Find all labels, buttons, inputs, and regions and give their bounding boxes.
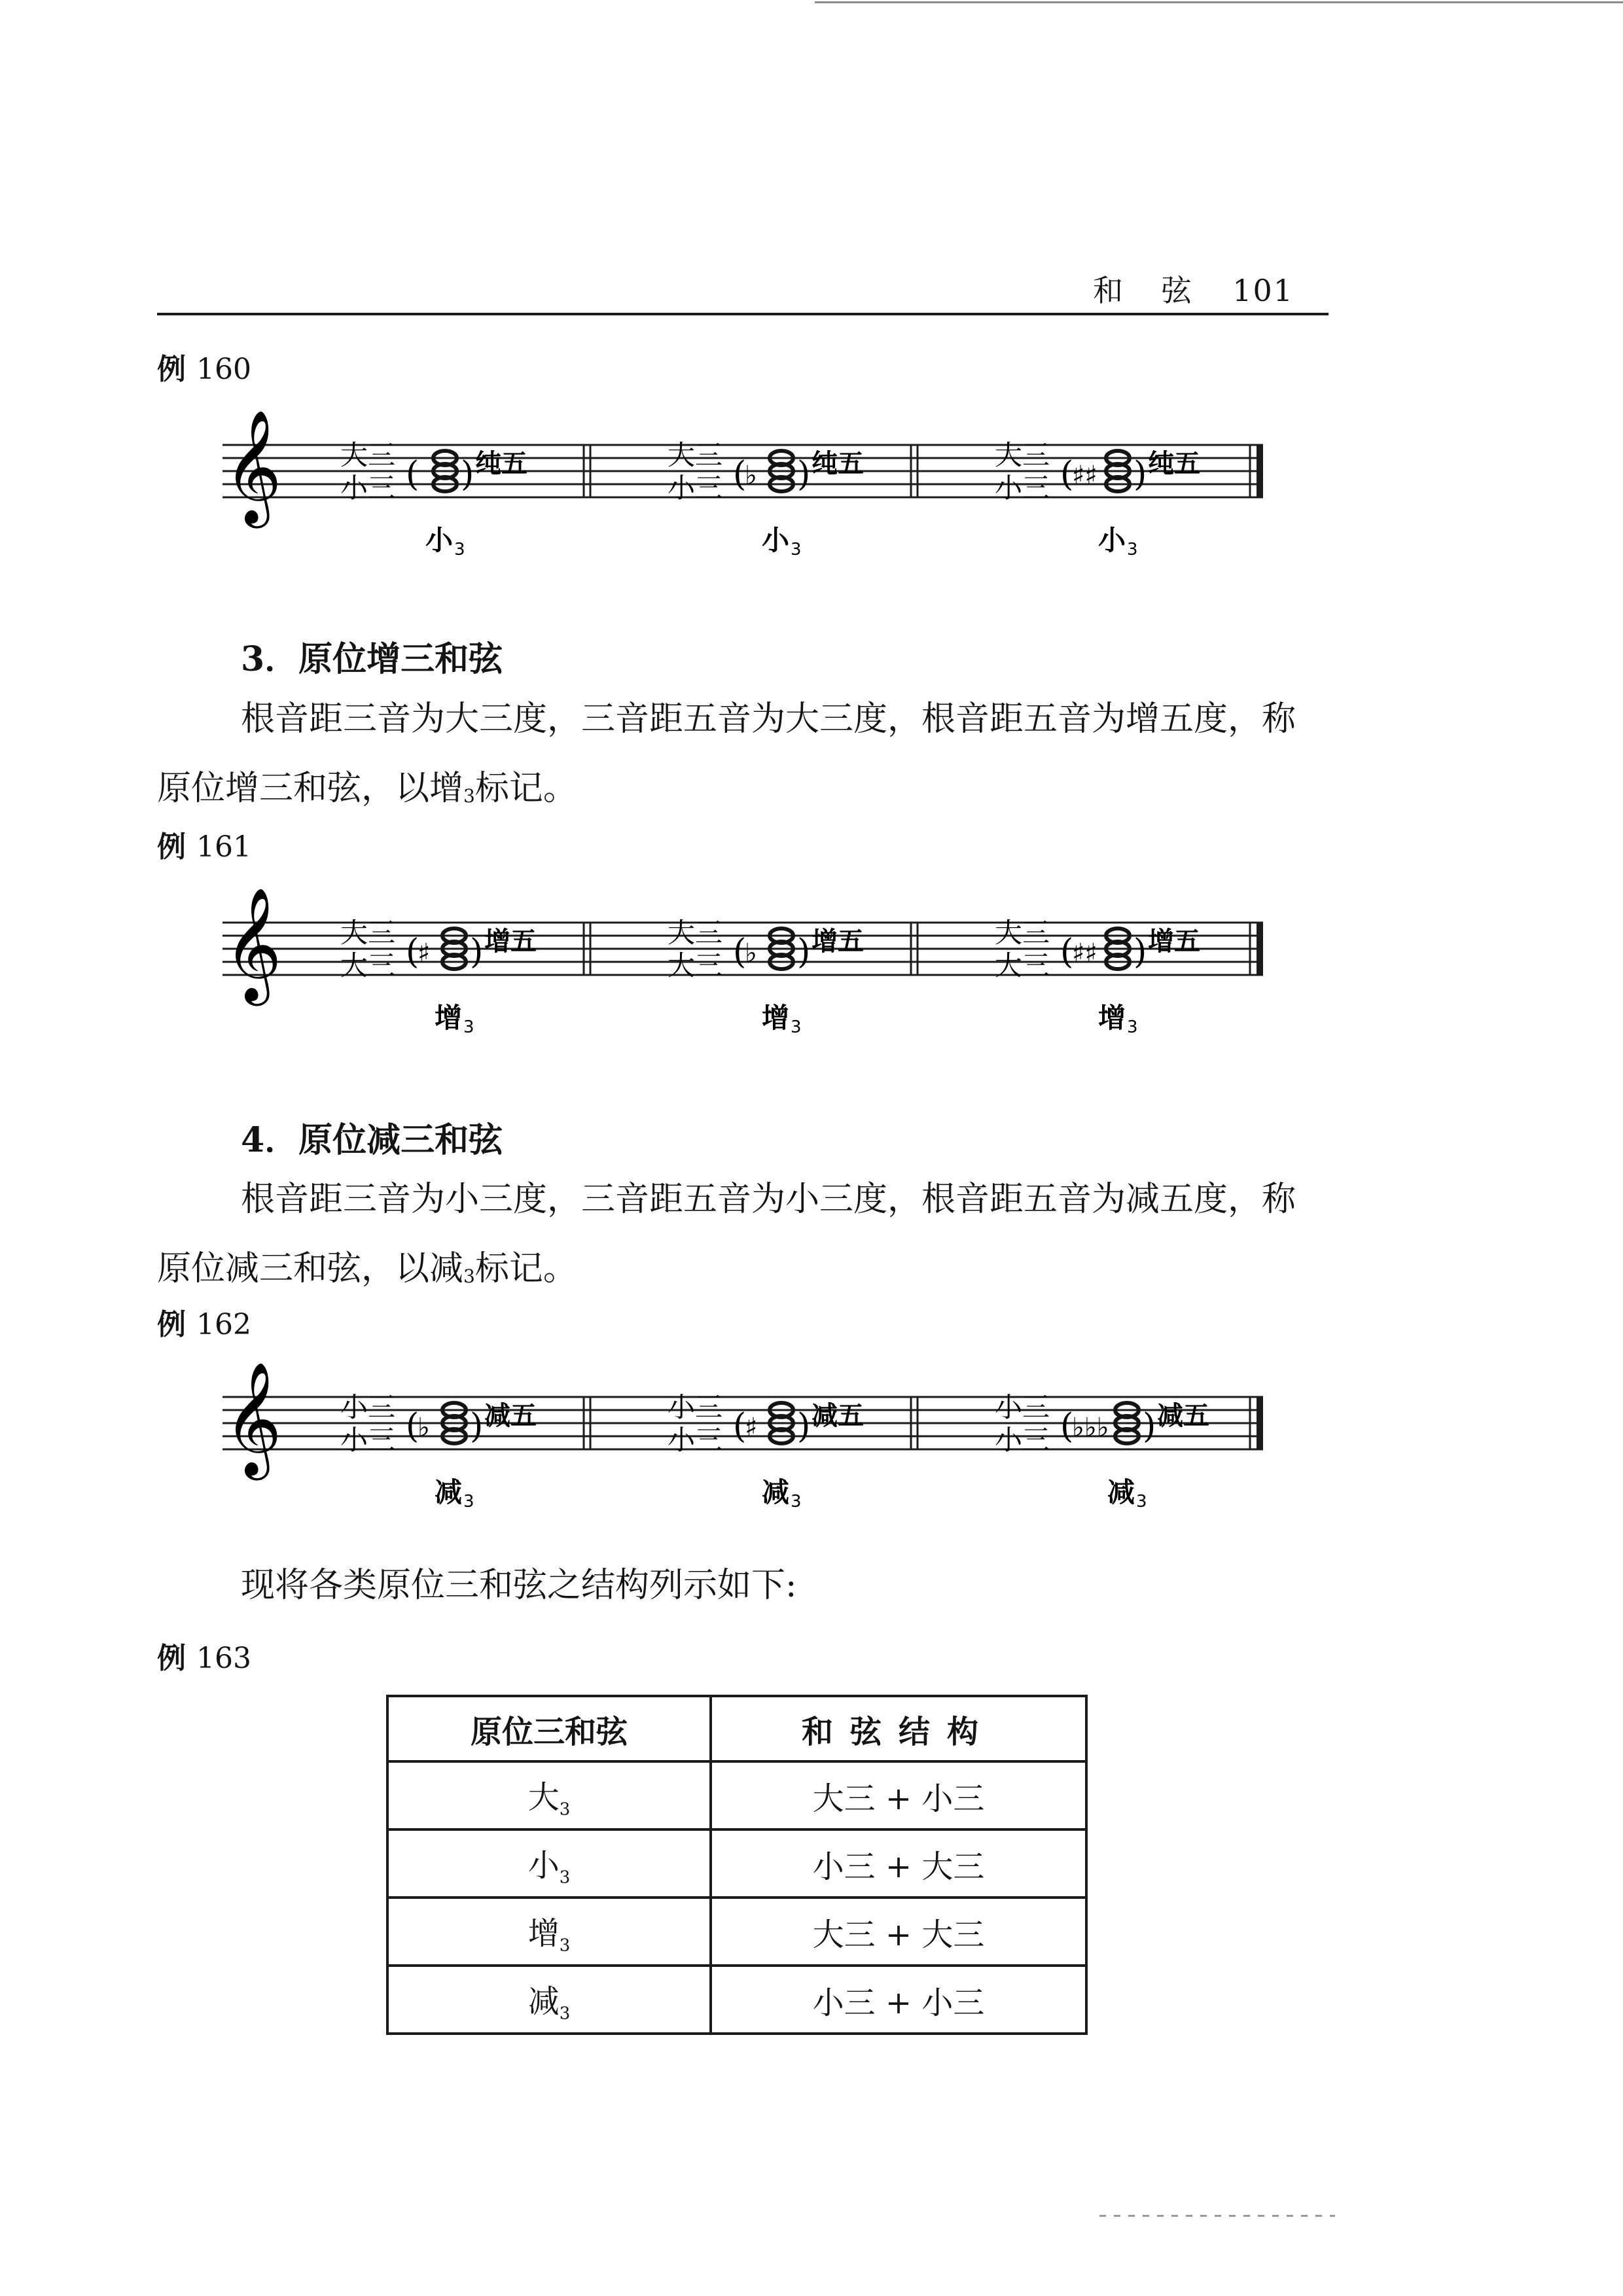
- chord-symbol-subscript: 3: [791, 1017, 802, 1034]
- interval-lower-label: 大三: [995, 949, 1050, 981]
- table-cell-name: 增$_3$: [387, 1898, 711, 1966]
- paragraph-diminished: 根音距三音为小三度，三音距五音为小三度，根音距五音为减五度，称原位减三和弦，以减$_3$标记。: [157, 1180, 1296, 1288]
- table-cell-name: 小$_3$: [387, 1829, 711, 1898]
- interval-lower-label: 大三: [668, 949, 723, 981]
- bracket-left: (: [733, 932, 747, 972]
- fifth-interval-label: 增五: [1148, 927, 1200, 957]
- interval-lower-label: 小三: [340, 472, 396, 504]
- bracket-left: (: [733, 1407, 747, 1446]
- structure-table: [386, 1695, 1088, 2035]
- chord-symbol: 增: [435, 1002, 463, 1034]
- interval-lower-label: 小三: [995, 472, 1050, 504]
- table-header-cell: 和弦结构: [711, 1696, 1086, 1761]
- interval-upper-label: 小三: [340, 1391, 396, 1423]
- header-rule: [157, 313, 1329, 315]
- interval-upper-label: 大三: [340, 439, 396, 471]
- scan-artifact-dots: [1099, 2215, 1335, 2217]
- treble-clef-icon: 𝄞: [224, 887, 282, 1001]
- fifth-interval-label: 增五: [484, 927, 537, 957]
- accidental-icon: ♯: [745, 1413, 758, 1443]
- bracket-right: ): [1143, 1407, 1156, 1446]
- final-barline-thick: [1257, 1397, 1263, 1449]
- running-head: [1093, 267, 1294, 310]
- music-staff: [223, 883, 1270, 1034]
- final-barline-thick: [1257, 445, 1263, 497]
- fifth-interval-label: 减五: [1157, 1401, 1209, 1431]
- accidental-icon: ♭♭♭: [1072, 1413, 1109, 1443]
- interval-lower-label: 小三: [340, 1424, 396, 1456]
- interval-upper-label: 大三: [668, 917, 723, 949]
- chord-symbol-subscript: 3: [791, 1492, 802, 1508]
- staff-svg: [223, 406, 1270, 556]
- table-row: [387, 1761, 1086, 1829]
- example-label-163: 例 163: [157, 1642, 251, 1675]
- chord-symbol: 减: [435, 1476, 463, 1508]
- top-edge-line: [815, 1, 1623, 3]
- bracket-right: ): [470, 932, 484, 972]
- table-cell-name: 减$_3$: [387, 1966, 711, 2034]
- accidental-icon: ♯♯: [1072, 938, 1097, 968]
- bracket-right: ): [797, 455, 811, 494]
- bracket-right: ): [461, 455, 474, 494]
- fifth-interval-label: 纯五: [475, 449, 527, 479]
- interval-lower-label: 大三: [340, 949, 396, 981]
- chord-symbol-subscript: 3: [463, 1017, 474, 1034]
- interval-upper-label: 小三: [995, 1391, 1050, 1423]
- chord-symbol-subscript: 3: [1127, 540, 1138, 556]
- table-header-cell: 原位三和弦: [387, 1696, 711, 1761]
- chord-symbol-subscript: 3: [791, 540, 802, 556]
- interval-upper-label: 大三: [668, 439, 723, 471]
- interval-upper-label: 大三: [995, 917, 1050, 949]
- fifth-interval-label: 减五: [812, 1401, 864, 1431]
- bracket-right: ): [1133, 932, 1147, 972]
- chord-symbol: 增: [762, 1002, 790, 1034]
- fifth-interval-label: 纯五: [1148, 449, 1200, 479]
- accidental-icon: ♭: [745, 461, 757, 491]
- table-header-row: [387, 1696, 1086, 1761]
- chord-symbol: 小: [425, 524, 454, 556]
- accidental-icon: ♯: [418, 938, 431, 968]
- bracket-left: (: [733, 455, 747, 494]
- page-number: 101: [1232, 273, 1294, 308]
- table-cell-structure: 小三 + 小三: [711, 1966, 1086, 2034]
- interval-lower-label: 小三: [668, 472, 723, 504]
- fifth-interval-label: 纯五: [812, 449, 864, 479]
- final-barline-thick: [1257, 923, 1263, 975]
- chord-symbol-subscript: 3: [454, 540, 465, 556]
- table-row: [387, 1829, 1086, 1898]
- table-cell-structure: 大三 + 大三: [711, 1898, 1086, 1966]
- accidental-icon: ♭: [745, 938, 757, 968]
- table-cell-structure: 大三 + 小三: [711, 1761, 1086, 1829]
- bracket-right: ): [1133, 455, 1147, 494]
- bracket-left: (: [406, 1407, 419, 1446]
- chord-symbol: 小: [762, 524, 790, 556]
- table-row: [387, 1966, 1086, 2034]
- interval-lower-label: 小三: [995, 1424, 1050, 1456]
- bracket-right: ): [797, 932, 811, 972]
- bracket-right: ): [470, 1407, 484, 1446]
- staff-svg: [223, 1358, 1270, 1508]
- chord-symbol: 减: [1107, 1476, 1135, 1508]
- interval-upper-label: 小三: [668, 1391, 723, 1423]
- running-head-title: 和 弦: [1093, 273, 1193, 308]
- table-row: [387, 1898, 1086, 1966]
- example-label-161: 例 161: [157, 830, 251, 864]
- chord-symbol: 减: [762, 1476, 790, 1508]
- bracket-left: (: [1060, 455, 1074, 494]
- bracket-left: (: [406, 932, 419, 972]
- chord-symbol: 增: [1098, 1002, 1126, 1034]
- accidental-icon: ♯♯: [1072, 461, 1097, 491]
- example-label-162: 例 162: [157, 1308, 251, 1341]
- bracket-left: (: [1060, 932, 1074, 972]
- summary-intro: 现将各类原位三和弦之结构列示如下:: [241, 1566, 797, 1605]
- structure-table-wrap: [386, 1695, 1088, 2035]
- chord-symbol-subscript: 3: [463, 1492, 474, 1508]
- music-staff: [223, 1358, 1270, 1508]
- treble-clef-icon: 𝄞: [224, 1362, 282, 1475]
- chord-symbol-subscript: 3: [1136, 1492, 1147, 1508]
- paragraph-augmented: 根音距三音为大三度，三音距五音为大三度，根音距五音为增五度，称原位增三和弦，以增$_3$标记。: [157, 699, 1296, 808]
- treble-clef-icon: 𝄞: [224, 410, 282, 523]
- section-title-diminished: 4．原位减三和弦: [241, 1120, 503, 1160]
- bracket-left: (: [406, 455, 419, 494]
- chord-symbol-subscript: 3: [1127, 1017, 1138, 1034]
- fifth-interval-label: 减五: [484, 1401, 537, 1431]
- section-title-augmented: 3．原位增三和弦: [241, 639, 503, 679]
- interval-lower-label: 小三: [668, 1424, 723, 1456]
- chord-symbol: 小: [1098, 524, 1126, 556]
- interval-upper-label: 大三: [340, 917, 396, 949]
- table-cell-structure: 小三 + 大三: [711, 1829, 1086, 1898]
- bracket-left: (: [1060, 1407, 1074, 1446]
- accidental-icon: ♭: [418, 1413, 430, 1443]
- interval-upper-label: 大三: [995, 439, 1050, 471]
- example-label-160: 例 160: [157, 353, 251, 386]
- music-staff: [223, 406, 1270, 556]
- fifth-interval-label: 增五: [812, 927, 864, 957]
- staff-svg: [223, 883, 1270, 1034]
- bracket-right: ): [797, 1407, 811, 1446]
- table-cell-name: 大$_3$: [387, 1761, 711, 1829]
